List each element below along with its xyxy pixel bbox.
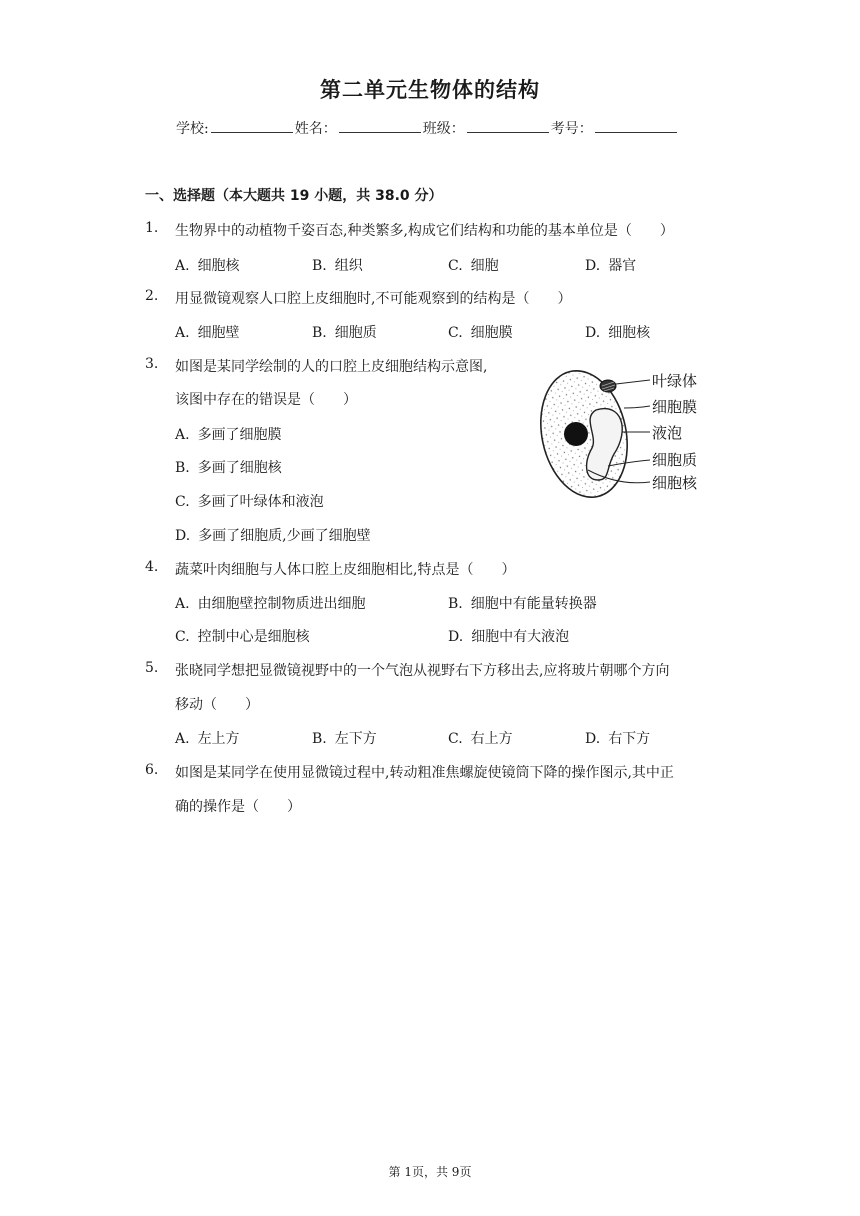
option-c[interactable]	[448, 322, 513, 342]
class-blank[interactable]	[467, 120, 549, 133]
nucleus-shape	[564, 422, 588, 446]
question-text: 如图是某同学绘制的人的口腔上皮细胞结构示意图,	[175, 359, 488, 375]
question-number: 3.	[145, 356, 159, 372]
question-text-line-2: 该图中存在的错误是（ ）	[175, 392, 357, 408]
option-text: 右下方	[608, 731, 651, 747]
option-a[interactable]	[175, 322, 240, 342]
option-letter: B.	[312, 325, 327, 341]
option-c[interactable]	[448, 255, 499, 275]
question-number: 4.	[145, 559, 159, 575]
option-text: 多画了细胞膜	[197, 427, 282, 443]
option-a[interactable]	[175, 728, 240, 748]
label-chloroplast: 叶绿体	[652, 372, 698, 390]
student-info-line	[176, 118, 679, 138]
class-label: 班级：	[422, 121, 465, 137]
option-c[interactable]	[175, 491, 324, 511]
option-letter: A.	[175, 596, 190, 612]
option-d[interactable]	[448, 626, 569, 646]
option-letter: D.	[448, 629, 464, 645]
option-b[interactable]	[175, 457, 282, 477]
option-text: 多画了叶绿体和液泡	[197, 494, 324, 510]
option-d[interactable]	[585, 728, 650, 748]
option-letter: D.	[585, 325, 601, 341]
option-letter: C.	[448, 325, 463, 341]
option-d[interactable]	[175, 525, 371, 545]
option-b[interactable]	[448, 593, 597, 613]
label-vacuole: 液泡	[652, 424, 683, 442]
option-b[interactable]	[312, 728, 377, 748]
question-text-line-2: 移动（ ）	[175, 697, 259, 713]
option-letter: B.	[175, 460, 190, 476]
option-text: 细胞	[470, 258, 499, 274]
exam-no-blank[interactable]	[595, 120, 677, 133]
label-cell-membrane: 细胞膜	[652, 398, 698, 416]
question-number: 2.	[145, 288, 159, 304]
page-footer: 第 1页，共 9页	[388, 1165, 472, 1179]
option-letter: A.	[175, 325, 190, 341]
option-letter: C.	[175, 494, 190, 510]
option-letter: B.	[312, 731, 327, 747]
exam-no-label: 考号：	[550, 121, 593, 137]
option-text: 细胞壁	[197, 325, 240, 341]
question-text: 用显微镜观察人口腔上皮细胞时,不可能观察到的结构是（ ）	[175, 291, 572, 307]
option-letter: A.	[175, 731, 190, 747]
option-b[interactable]	[312, 255, 363, 275]
name-label: 姓名：	[294, 121, 337, 137]
page-title: 第二单元生物体的结构	[320, 78, 540, 102]
cell-diagram	[538, 362, 714, 502]
question-number: 5.	[145, 660, 159, 676]
option-text: 多画了细胞核	[197, 460, 282, 476]
option-letter: A.	[175, 427, 190, 443]
option-c[interactable]	[448, 728, 513, 748]
question-text: 生物界中的动植物千姿百态,种类繁多,构成它们结构和功能的基本单位是（ ）	[175, 223, 674, 239]
option-text: 细胞质	[334, 325, 377, 341]
option-text: 多画了细胞质,少画了细胞壁	[198, 528, 371, 544]
question-number: 1.	[145, 220, 159, 236]
option-a[interactable]	[175, 255, 240, 275]
option-text: 左下方	[334, 731, 377, 747]
option-text: 细胞中有能量转换器	[470, 596, 597, 612]
option-text: 细胞膜	[470, 325, 513, 341]
option-letter: D.	[585, 258, 601, 274]
option-a[interactable]	[175, 593, 366, 613]
option-letter: D.	[585, 731, 601, 747]
option-text: 细胞中有大液泡	[471, 629, 570, 645]
question-number: 6.	[145, 762, 159, 778]
option-text: 右上方	[470, 731, 513, 747]
option-letter: C.	[448, 731, 463, 747]
option-d[interactable]	[585, 322, 650, 342]
option-letter: A.	[175, 258, 190, 274]
option-c[interactable]	[175, 626, 310, 646]
question-text: 蔬菜叶肉细胞与人体口腔上皮细胞相比,特点是（ ）	[175, 562, 516, 578]
option-text: 控制中心是细胞核	[197, 629, 310, 645]
name-blank[interactable]	[339, 120, 421, 133]
option-letter: D.	[175, 528, 191, 544]
question-text-line-2: 确的操作是（ ）	[175, 799, 301, 815]
option-d[interactable]	[585, 255, 636, 275]
section-title: 一、选择题（本大题共 19 小题，共 38.0 分）	[145, 188, 443, 204]
question-text: 如图是某同学在使用显微镜过程中,转动粗准焦螺旋使镜筒下降的操作图示,其中正	[175, 765, 674, 781]
option-a[interactable]	[175, 424, 282, 444]
option-text: 细胞核	[608, 325, 651, 341]
option-text: 左上方	[197, 731, 240, 747]
option-letter: C.	[448, 258, 463, 274]
option-b[interactable]	[312, 322, 377, 342]
option-text: 器官	[608, 258, 637, 274]
option-text: 细胞核	[197, 258, 240, 274]
label-cytoplasm: 细胞质	[652, 451, 698, 469]
option-text: 由细胞壁控制物质进出细胞	[197, 596, 366, 612]
school-label: 学校:	[176, 121, 209, 137]
option-letter: B.	[448, 596, 463, 612]
question-text: 张晓同学想把显微镜视野中的一个气泡从视野右下方移出去,应将玻片朝哪个方向	[175, 663, 670, 679]
option-text: 组织	[334, 258, 363, 274]
school-blank[interactable]	[211, 120, 293, 133]
option-letter: C.	[175, 629, 190, 645]
label-nucleus: 细胞核	[652, 474, 698, 492]
option-letter: B.	[312, 258, 327, 274]
